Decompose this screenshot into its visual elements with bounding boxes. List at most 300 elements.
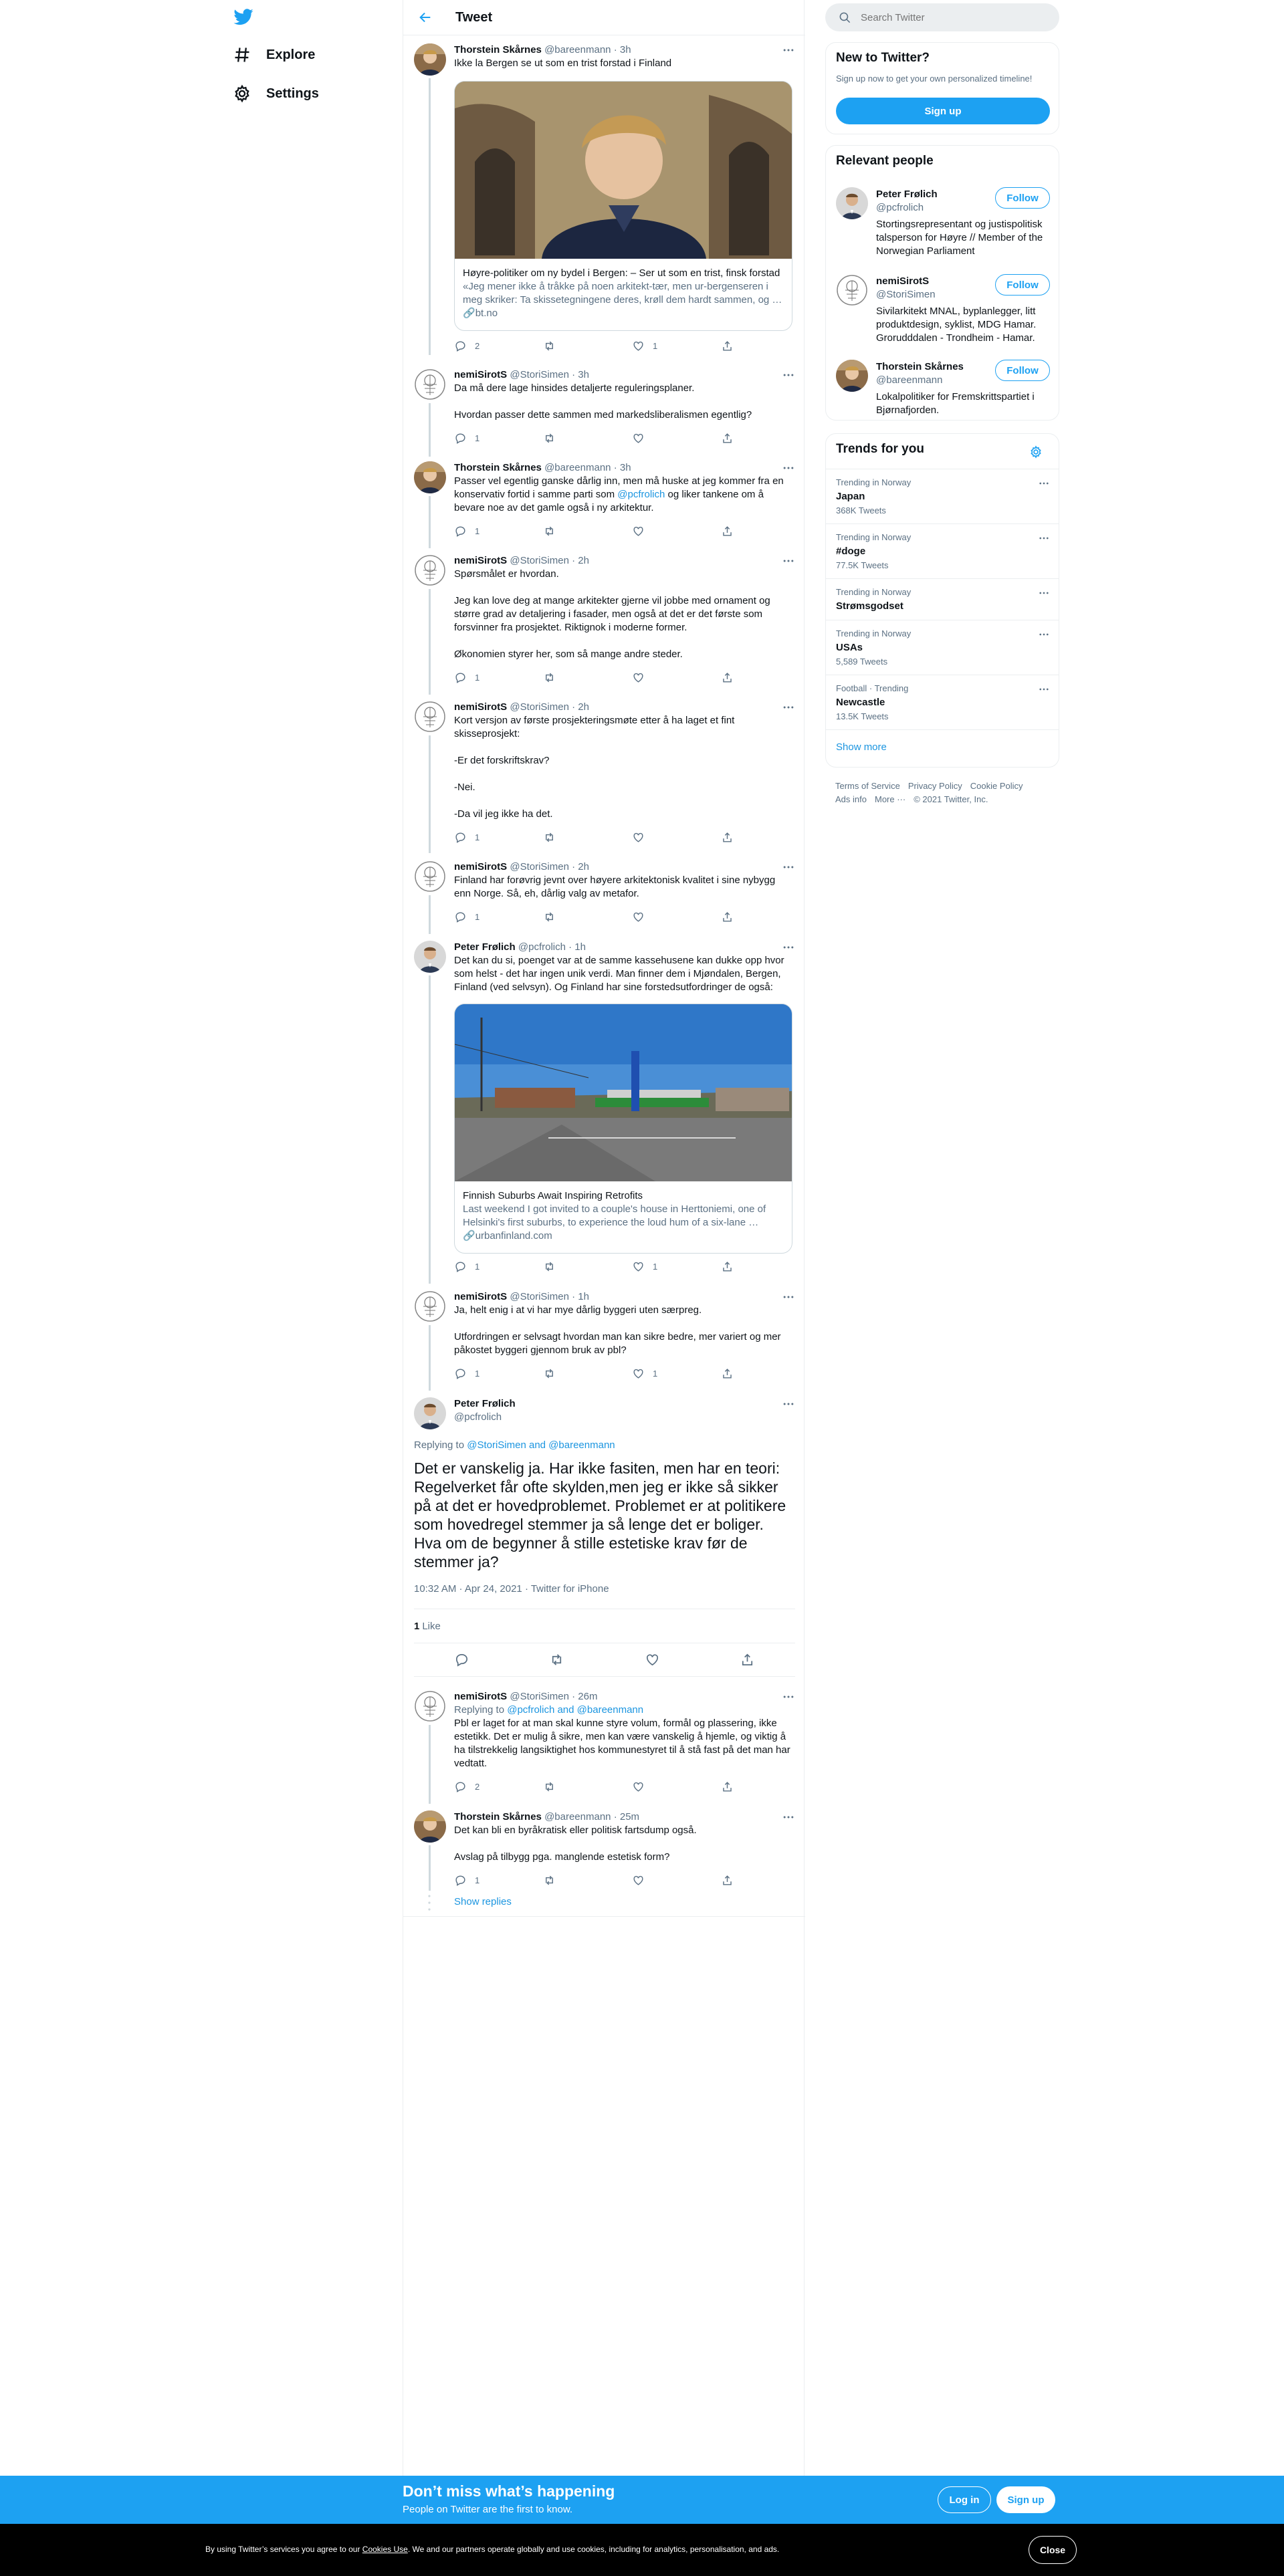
more-link[interactable]: More ··· (874, 794, 906, 804)
like-button[interactable] (632, 910, 721, 923)
tweet-header (454, 1690, 794, 1704)
heart-icon (632, 911, 645, 923)
retweet-icon (543, 911, 556, 923)
reply-button[interactable] (454, 830, 543, 844)
card-link-text: bt.no (475, 308, 498, 319)
reply-icon (454, 1874, 467, 1887)
trend-name: Strømsgodset (836, 600, 903, 612)
tweet-actions (454, 524, 742, 538)
reply-icon (454, 1367, 467, 1380)
thread-line (429, 1325, 431, 1391)
trend-context: Football · Trending (836, 683, 909, 693)
retweet-button[interactable] (543, 339, 632, 352)
tweet-time[interactable]: · 2h (572, 861, 589, 872)
like-count: 1 (653, 340, 658, 351)
avatar[interactable] (836, 360, 868, 392)
cookie-text (205, 2545, 779, 2554)
more-options-icon[interactable] (781, 1690, 796, 1704)
heart-icon (632, 525, 645, 538)
person-item[interactable] (826, 274, 1059, 348)
new-to-twitter-title: New to Twitter? (836, 51, 930, 65)
likes-count-row[interactable] (414, 1609, 795, 1643)
nav-explore-label: Explore (266, 47, 316, 62)
avatar[interactable] (414, 941, 446, 973)
trend-name: USAs (836, 642, 863, 653)
heart-icon (632, 671, 645, 684)
avatar[interactable] (414, 461, 446, 493)
share-icon (721, 1780, 734, 1793)
tweet[interactable] (403, 1284, 805, 1384)
show-more-link[interactable]: Show more (836, 741, 887, 753)
person-name[interactable]: Peter Frølich (876, 189, 938, 200)
retweet-button[interactable] (543, 524, 632, 538)
heart-icon[interactable] (645, 1652, 660, 1667)
more-options-icon[interactable] (781, 941, 796, 954)
relevant-people-title: Relevant people (836, 154, 934, 168)
like-button[interactable] (632, 524, 721, 538)
like-button[interactable] (632, 1873, 721, 1887)
tweet-body (454, 701, 794, 821)
person-bio: Lokalpolitiker for Fremskrittspartiet i Bjørnafjorden. (876, 391, 1035, 416)
tweet-header (454, 701, 794, 714)
share-button[interactable] (721, 1260, 742, 1273)
thread-line (429, 895, 431, 934)
retweet-icon (543, 1874, 556, 1887)
main-column (403, 0, 805, 2576)
tweet-actions (454, 1873, 742, 1887)
author-handle[interactable]: @pcfrolich (518, 941, 566, 953)
thread-line (429, 496, 431, 548)
author-name[interactable]: Thorstein Skårnes (454, 44, 542, 55)
replying-to-link[interactable]: @pcfrolich and @bareenmann (507, 1704, 644, 1716)
trend-name: #doge (836, 546, 866, 557)
card-text (455, 259, 792, 320)
author-name[interactable]: nemiSirotS (454, 701, 508, 713)
author-name[interactable]: Peter Frølich (454, 941, 516, 953)
like-button[interactable] (632, 1260, 721, 1273)
tweet-actions (454, 1260, 742, 1273)
trend-item[interactable] (826, 675, 1059, 729)
reply-icon (454, 525, 467, 538)
retweet-button[interactable] (543, 431, 632, 445)
reply-button[interactable] (454, 339, 543, 352)
avatar[interactable] (836, 187, 868, 219)
tweet-text: Det kan bli en byråkratisk eller politisk fartsdump også. Avslag på tilbygg pga. manglende estetisk form? (454, 1825, 697, 1863)
author-handle[interactable]: @bareenmann (544, 44, 611, 55)
cookie-text-part: . We and our partners operate globally and use cookies, including for analytics, personalisation, and ads. (407, 2545, 780, 2554)
trends-title: Trends for you (836, 442, 924, 456)
signup-button[interactable]: Sign up (836, 98, 1050, 124)
tweet[interactable] (403, 35, 805, 355)
like-button[interactable] (632, 339, 721, 352)
close-button[interactable]: Close (1029, 2536, 1077, 2564)
tweet-body (454, 941, 794, 994)
login-button[interactable]: Log in (938, 2486, 991, 2513)
tweet-text-part: og liker tankene om å bevare noe av det gamle også i ny arkitektur. (454, 489, 764, 513)
reply-icon (454, 1780, 467, 1793)
person-bio: Sivilarkitekt MNAL, byplanlegger, litt produktdesign, syklist, MDG Hamar. Grorudddalen - Trondheim - Hamar. (876, 306, 1037, 344)
tweet[interactable] (403, 934, 805, 1277)
more-options-icon[interactable] (781, 461, 796, 475)
share-icon (721, 911, 734, 923)
tweet-text: Da må dere lage hinsides detaljerte reguleringsplaner. Hvordan passer dette sammen med markedsliberalismen egentlig? (454, 382, 752, 421)
heart-icon (632, 340, 645, 352)
retweet-icon (543, 1260, 556, 1273)
cookie-text-part: By using Twitter’s services you agree to our (205, 2545, 362, 2554)
author-name[interactable]: nemiSirotS (454, 1691, 508, 1702)
author-handle[interactable]: @StoriSimen (510, 1691, 569, 1702)
trend-item[interactable] (826, 469, 1059, 523)
author-handle[interactable]: @StoriSimen (510, 1291, 569, 1302)
tweet-actions (454, 671, 742, 684)
tweet-text (454, 475, 794, 515)
avatar[interactable] (414, 1810, 446, 1843)
reply-button[interactable] (454, 524, 543, 538)
trend-item[interactable] (826, 620, 1059, 675)
reply-count: 2 (475, 340, 480, 351)
tweet-body (454, 368, 794, 422)
more-options-icon[interactable] (781, 1397, 796, 1411)
tweet-time[interactable]: · 25m (613, 1811, 640, 1823)
tweet-actions (454, 910, 742, 923)
share-button[interactable] (721, 910, 742, 923)
tweet-text: Kort versjon av første prosjekteringsmøte etter å ha laget et fint skisseprosjekt: -Er det forskriftskrav? -Nei. -Da vil jeg ikke ha det. (454, 715, 735, 820)
tweet-actions (454, 1780, 742, 1793)
author-name[interactable]: nemiSirotS (454, 555, 508, 566)
focused-tweet-actions (414, 1643, 795, 1677)
replying-prefix: Replying to (414, 1439, 467, 1451)
copyright: © 2021 Twitter, Inc. (914, 794, 988, 804)
banner-subtitle: People on Twitter are the first to know. (403, 2504, 573, 2515)
tweet[interactable] (403, 548, 805, 688)
tweet-time[interactable]: · 26m (572, 1691, 598, 1702)
trend-context: Trending in Norway (836, 532, 912, 542)
more-options-icon[interactable] (1037, 532, 1051, 544)
avatar[interactable] (414, 43, 446, 76)
thread-line (429, 1725, 431, 1804)
retweet-icon (543, 1367, 556, 1380)
avatar[interactable] (414, 1397, 446, 1429)
cookie-policy-link[interactable]: Cookie Policy (970, 781, 1023, 791)
avatar[interactable] (414, 1690, 446, 1722)
retweet-icon (543, 671, 556, 684)
share-icon (721, 1260, 734, 1273)
tweet-text-part: Passer vel egentlig ganske dårlig inn, men må huske at jeg kommer fra en konservativ fortid i samme parti som (454, 475, 784, 500)
author-handle[interactable]: @pcfrolich (454, 1411, 502, 1423)
card-image (455, 1004, 792, 1181)
reply-icon (454, 671, 467, 684)
thread-line (429, 975, 431, 1284)
reply-icon (454, 911, 467, 923)
tweet-time[interactable]: · 3h (572, 369, 589, 380)
author-name[interactable]: nemiSirotS (454, 861, 508, 872)
tweet-body (454, 461, 794, 515)
signup-button[interactable]: Sign up (996, 2486, 1055, 2513)
tweet[interactable] (403, 362, 805, 449)
person-handle[interactable]: @bareenmann (876, 374, 943, 386)
author-handle[interactable]: @StoriSimen (510, 555, 569, 566)
card-title: Finnish Suburbs Await Inspiring Retrofits (463, 1190, 643, 1201)
share-icon[interactable] (740, 1652, 755, 1667)
heart-icon (632, 1780, 645, 1793)
heart-icon (632, 1260, 645, 1273)
reply-button[interactable] (454, 1260, 543, 1273)
share-button[interactable] (721, 1780, 742, 1793)
trend-item[interactable] (826, 578, 1059, 620)
nav-settings-label: Settings (266, 86, 319, 101)
link-card[interactable] (454, 81, 792, 331)
retweet-icon (543, 340, 556, 352)
more-options-icon[interactable] (1037, 628, 1051, 640)
tweet-actions (454, 339, 742, 352)
trend-context: Trending in Norway (836, 628, 912, 638)
person-name[interactable]: Thorstein Skårnes (876, 361, 964, 372)
tweet-body (454, 860, 794, 901)
more-options-icon[interactable] (1037, 683, 1051, 695)
new-to-twitter-panel (825, 42, 1059, 134)
reply-button[interactable] (454, 671, 543, 684)
more-options-icon[interactable] (1037, 477, 1051, 489)
author-handle[interactable]: @StoriSimen (510, 861, 569, 872)
trend-context: Trending in Norway (836, 587, 912, 597)
retweet-icon (543, 831, 556, 844)
person-handle[interactable]: @StoriSimen (876, 289, 936, 300)
retweet-button[interactable] (543, 1780, 632, 1793)
mention-link[interactable]: @pcfrolich (617, 489, 665, 500)
link-card[interactable] (454, 1004, 792, 1254)
retweet-button[interactable] (543, 1260, 632, 1273)
replying-prefix: Replying to (454, 1704, 508, 1716)
search-box[interactable] (825, 3, 1059, 31)
cookies-use-link[interactable]: Cookies Use (362, 2545, 408, 2554)
follow-button[interactable]: Follow (995, 274, 1050, 296)
show-replies-link[interactable]: Show replies (454, 1896, 512, 1907)
avatar[interactable] (414, 1290, 446, 1322)
divider (826, 729, 1059, 730)
tweet-actions (454, 1367, 742, 1380)
tweet-body (454, 43, 794, 70)
reply-button[interactable] (454, 1780, 543, 1793)
reply-count: 1 (475, 672, 480, 683)
relevant-people-panel (825, 145, 1059, 421)
follow-button[interactable]: Follow (995, 187, 1050, 209)
tweet-time[interactable]: · 2h (572, 701, 589, 713)
card-title: Høyre-politiker om ny bydel i Bergen: – Ser ut som en trist, finsk forstad (463, 267, 780, 279)
trend-name: Japan (836, 491, 865, 502)
share-icon (721, 1874, 734, 1887)
share-button[interactable] (721, 339, 742, 352)
retweet-icon (543, 1780, 556, 1793)
tweet-timestamp[interactable]: 10:32 AM · Apr 24, 2021 · Twitter for iPhone (414, 1583, 609, 1595)
thread-line (429, 78, 431, 355)
avatar[interactable] (414, 701, 446, 733)
retweet-icon (543, 432, 556, 445)
new-to-twitter-subtitle: Sign up now to get your own personalized timeline! (836, 74, 1033, 84)
replying-to (454, 1704, 794, 1717)
back-arrow-icon[interactable] (418, 10, 433, 25)
tweet-header (454, 461, 794, 475)
retweet-button[interactable] (543, 1873, 632, 1887)
reply-count: 1 (475, 1368, 480, 1379)
tweet-body (454, 554, 794, 661)
author-handle[interactable]: @StoriSimen (510, 701, 569, 713)
reply-count: 1 (475, 911, 480, 922)
more-options-icon[interactable] (781, 701, 796, 714)
author-name[interactable]: Thorstein Skårnes (454, 462, 542, 473)
likes-label: Like (422, 1620, 441, 1632)
trend-count: 77.5K Tweets (836, 560, 889, 570)
share-icon (721, 671, 734, 684)
share-button[interactable] (721, 830, 742, 844)
divider (403, 1916, 805, 1917)
like-button[interactable] (632, 431, 721, 445)
tweet-text: Pbl er laget for at man skal kunne styre volum, formål og plassering, ikke estetikk. Det er mulig å sikre, men kan være vanskelig å hjemle, og viktig å ha tilstrekkelig langsiktighet hos kommunestyret til å stå fast på det man har vedtatt. (454, 1718, 790, 1769)
reply-count: 1 (475, 1261, 480, 1272)
heart-icon (632, 1367, 645, 1380)
hashtag-icon (233, 45, 251, 64)
retweet-icon[interactable] (549, 1652, 564, 1667)
reply-icon (454, 340, 467, 352)
tweet-text: Spørsmålet er hvordan. Jeg kan love deg at mange arkitekter gjerne vil jobbe med ornament og større grad av detaljering i fasader, men også at det er det første som forsvinner fra prosjektet. Riktignok i moderne former. Økonomien styrer her, som så mange andre steder. (454, 568, 770, 660)
banner-title: Don’t miss what’s happening (403, 2482, 615, 2500)
tweet-header (454, 941, 794, 954)
more-options-icon[interactable] (781, 1290, 796, 1304)
like-button[interactable] (632, 671, 721, 684)
nav-explore[interactable] (233, 38, 315, 72)
tweet[interactable] (403, 1804, 805, 1891)
author-handle[interactable]: @bareenmann (544, 462, 611, 473)
tweet-text: Det kan du si, poenget var at de samme kassehusene kan dukke opp hvor som helst - det har ingen unik verdi. Man finner dem i Mjøndalen, Bergen, Finland (ved selvsyn). Og Finland har sine forstedsutfordringer de også: (454, 955, 784, 993)
cookie-banner (0, 2524, 1284, 2576)
heart-icon (632, 1874, 645, 1887)
like-button[interactable] (632, 1780, 721, 1793)
trend-context: Trending in Norway (836, 477, 912, 487)
trend-item[interactable] (826, 523, 1059, 578)
share-button[interactable] (721, 1367, 742, 1380)
focused-author[interactable] (454, 1397, 516, 1424)
retweet-button[interactable] (543, 671, 632, 684)
retweet-button[interactable] (543, 910, 632, 923)
search-input[interactable] (861, 12, 1035, 23)
thread-line (429, 735, 431, 853)
author-handle[interactable]: @bareenmann (544, 1811, 611, 1823)
more-options-icon[interactable] (781, 368, 796, 382)
tweet[interactable] (403, 1683, 805, 1797)
more-options-icon[interactable] (781, 1810, 796, 1824)
tweet-time[interactable]: · 3h (613, 44, 631, 55)
more-options-icon[interactable] (1037, 587, 1051, 599)
follow-button[interactable]: Follow (995, 360, 1050, 381)
signup-banner (0, 2476, 1284, 2524)
retweet-button[interactable] (543, 830, 632, 844)
share-button[interactable] (721, 431, 742, 445)
tweet-time[interactable]: · 2h (572, 555, 589, 566)
gear-icon[interactable] (1029, 445, 1043, 459)
tweet-time[interactable]: · 1h (568, 941, 586, 953)
more-options-icon[interactable] (781, 43, 796, 57)
tweet[interactable] (403, 694, 805, 848)
heart-icon (632, 831, 645, 844)
ads-info-link[interactable]: Ads info (835, 794, 867, 804)
tweet-header (454, 368, 794, 382)
heart-icon (632, 432, 645, 445)
like-button[interactable] (632, 830, 721, 844)
replying-to-link[interactable]: @StoriSimen and @bareenmann (467, 1439, 615, 1451)
tweet-body (454, 1810, 794, 1864)
reply-button[interactable] (454, 910, 543, 923)
twitter-logo-icon[interactable] (233, 7, 254, 28)
person-handle[interactable]: @pcfrolich (876, 202, 924, 213)
like-button[interactable] (632, 1367, 721, 1380)
author-name[interactable]: nemiSirotS (454, 1291, 508, 1302)
avatar[interactable] (414, 860, 446, 893)
author-name[interactable]: Peter Frølich (454, 1398, 516, 1409)
avatar[interactable] (836, 274, 868, 306)
more-options-icon[interactable] (781, 860, 796, 874)
author-handle[interactable]: @StoriSimen (510, 369, 569, 380)
share-button[interactable] (721, 524, 742, 538)
reply-button[interactable] (454, 1367, 543, 1380)
share-button[interactable] (721, 1873, 742, 1887)
retweet-button[interactable] (543, 1367, 632, 1380)
tweet-time[interactable]: · 3h (613, 462, 631, 473)
replying-to (414, 1439, 615, 1452)
privacy-link[interactable]: Privacy Policy (907, 781, 962, 791)
share-button[interactable] (721, 671, 742, 684)
more-options-icon[interactable] (781, 554, 796, 568)
tweet-time[interactable]: · 1h (572, 1291, 589, 1302)
card-link-text: urbanfinland.com (475, 1230, 552, 1242)
person-name[interactable]: nemiSirotS (876, 275, 930, 287)
author-name[interactable]: Thorstein Skårnes (454, 1811, 542, 1823)
trend-count: 368K Tweets (836, 505, 886, 515)
reply-icon[interactable] (454, 1652, 469, 1667)
reply-button[interactable] (454, 1873, 543, 1887)
author-name[interactable]: nemiSirotS (454, 369, 508, 380)
avatar[interactable] (414, 554, 446, 586)
like-count: 1 (653, 1261, 658, 1272)
tweet-actions (454, 830, 742, 844)
tweet-actions (454, 431, 742, 445)
terms-link[interactable]: Terms of Service (835, 781, 900, 791)
share-icon (721, 525, 734, 538)
tweet[interactable] (403, 455, 805, 542)
share-icon (721, 432, 734, 445)
tweet-header (454, 1810, 794, 1824)
card-description: Last weekend I got invited to a couple's house in Herttoniemi, one of Helsinki's first suburbs, to experience the loud hum of a six-lane … (463, 1203, 766, 1228)
reply-icon (454, 831, 467, 844)
trend-name: Newcastle (836, 697, 885, 708)
share-icon (721, 831, 734, 844)
nav-settings[interactable] (233, 77, 319, 110)
trends-panel (825, 433, 1059, 768)
tweet[interactable] (403, 854, 805, 927)
page-header (403, 0, 805, 35)
tweet-text: Ikke la Bergen se ut som en trist forstad i Finland (454, 57, 672, 69)
card-link: 🔗bt.no (463, 308, 498, 319)
reply-count: 2 (475, 1781, 480, 1792)
card-description: «Jeg mener ikke å tråkke på noen arkitekt-tær, men ur-bergenseren i meg skriker: Ta skissetegningene deres, krøll dem hardt sammen, og … (463, 281, 782, 306)
trend-count: 5,589 Tweets (836, 657, 888, 667)
footer-links (835, 780, 1056, 806)
person-item[interactable] (826, 360, 1059, 420)
thread-continuation-icon (426, 1893, 433, 1912)
person-item[interactable] (826, 187, 1059, 261)
avatar[interactable] (414, 368, 446, 400)
reply-button[interactable] (454, 431, 543, 445)
reply-count: 1 (475, 1875, 480, 1885)
tweet-header (454, 43, 794, 57)
